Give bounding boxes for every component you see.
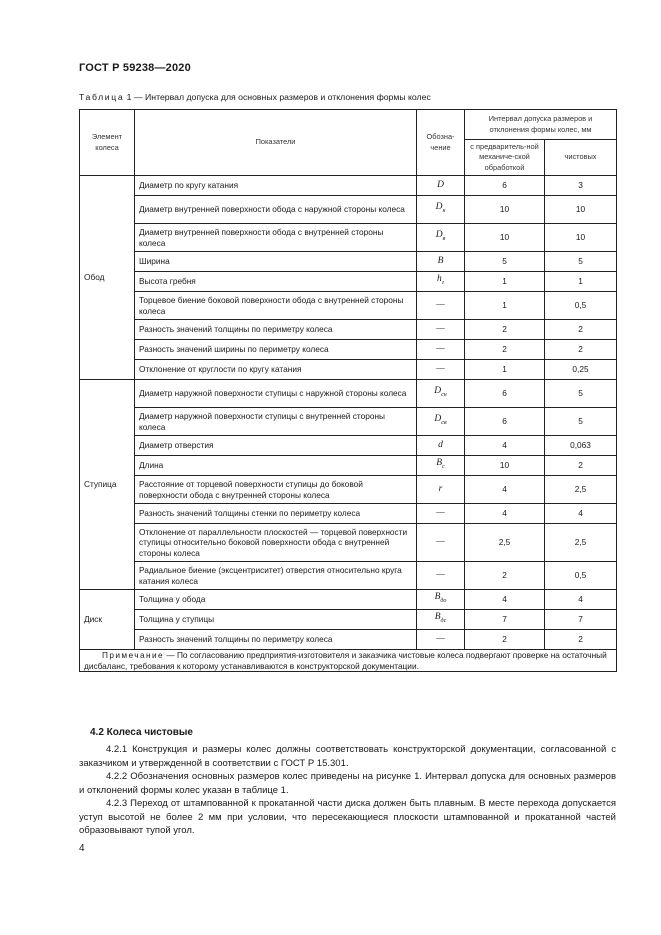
finish-value: 4 [545, 590, 617, 610]
designation-subscript: н [442, 208, 446, 215]
designation-cell [417, 436, 465, 456]
table-row [80, 176, 617, 196]
designation-symbol: — [436, 300, 445, 311]
designation-cell [417, 456, 465, 476]
finish-value: 0,25 [545, 360, 617, 380]
designation-symbol: — [436, 537, 445, 548]
finish-value: 5 [545, 252, 617, 272]
designation-subscript: с [442, 464, 445, 471]
designation-symbol: B [436, 458, 443, 469]
indicator-cell: Отклонение от круглости по кругу катания [135, 360, 417, 380]
finish-value: 10 [545, 224, 617, 252]
indicator-cell: Разность значений толщины стенки по периметру колеса [135, 504, 417, 524]
table-row [80, 408, 617, 436]
designation-symbol: h [436, 274, 442, 285]
finish-value: 1 [545, 272, 617, 292]
pre-machined-value: 6 [465, 176, 545, 196]
note-text: — По согласованию предприятия-изготовителя и заказчика чистовые колеса подвергают проверке на остаточный дисбаланс, требования к которому устанавливаются в конструкторской документации. [84, 650, 607, 671]
table-caption [79, 92, 431, 102]
indicator-cell: Толщина у ступицы [135, 610, 417, 630]
header-element: Элемент колеса [80, 110, 135, 176]
table-row [80, 436, 617, 456]
designation-symbol: — [436, 364, 445, 375]
table-row [80, 524, 617, 562]
table-row [80, 504, 617, 524]
finish-value: 2 [545, 630, 617, 650]
finish-value: 2,5 [545, 476, 617, 504]
finish-value: 2,5 [545, 524, 617, 562]
pre-machined-value: 2 [465, 340, 545, 360]
pre-machined-value: 2 [465, 320, 545, 340]
designation-symbol: — [436, 508, 445, 519]
pre-machined-value: 1 [465, 272, 545, 292]
table-row [80, 196, 617, 224]
designation-symbol: B [434, 592, 441, 603]
pre-machined-value: 1 [465, 292, 545, 320]
designation-cell [417, 272, 465, 292]
designation-cell [417, 590, 465, 610]
header-finish: чистовых [545, 140, 617, 176]
finish-value: 5 [545, 408, 617, 436]
designation-subscript: св [441, 420, 447, 427]
designation-symbol: — [436, 570, 445, 581]
document-code: ГОСТ Р 59238—2020 [79, 62, 191, 74]
table-row [80, 590, 617, 610]
table-row [80, 562, 617, 590]
designation-symbol: D [435, 230, 443, 241]
finish-value: 2 [545, 320, 617, 340]
pre-machined-value: 2 [465, 562, 545, 590]
indicator-cell: Диаметр внутренней поверхности обода с наружной стороны колеса [135, 196, 417, 224]
designation-symbol: B [437, 256, 444, 267]
indicator-cell: Толщина у обода [135, 590, 417, 610]
pre-machined-value: 1 [465, 360, 545, 380]
designation-cell [417, 610, 465, 630]
designation-cell [417, 504, 465, 524]
pre-machined-value: 7 [465, 610, 545, 630]
finish-value: 4 [545, 504, 617, 524]
pre-machined-value: 2,5 [465, 524, 545, 562]
pre-machined-value: 6 [465, 380, 545, 408]
indicator-cell: Отклонение от параллельности плоскостей — торцевой поверхности ступицы относительно боковой поверхности обода с внутренней стороны колеса [135, 524, 417, 562]
page-number: 4 [79, 843, 85, 854]
table-row [80, 476, 617, 504]
table-row [80, 380, 617, 408]
designation-symbol: D [434, 414, 442, 425]
header-designation: Обозна-чение [417, 110, 465, 176]
table-row [80, 456, 617, 476]
table-row [80, 252, 617, 272]
header-indicators: Показатели [135, 110, 417, 176]
header-pre-machined: с предваритель-ной механиче-ской обработкой [465, 140, 545, 176]
indicator-cell: Разность значений толщины по периметру колеса [135, 320, 417, 340]
designation-subscript: сн [441, 392, 447, 399]
table-row [80, 272, 617, 292]
table-row [80, 340, 617, 360]
table-row [80, 320, 617, 340]
table-caption-text: 1 — Интервал допуска для основных размеров и отклонения формы колес [124, 92, 431, 102]
designation-subscript: дс [440, 618, 447, 625]
indicator-cell: Диаметр наружной поверхности ступицы с внутренней стороны колеса [135, 408, 417, 436]
designation-cell [417, 196, 465, 224]
designation-cell [417, 320, 465, 340]
paragraph-4-2-3: 4.2.3 Переход от штампованной к прокатанной части диска должен быть плавным. В месте перехода допускается уступ высотой не более 2 мм при условии, что пересекающиеся плоскости штампованной и прокатанной частей образовывают тупой угол. [79, 798, 616, 836]
table-row [80, 630, 617, 650]
designation-cell [417, 476, 465, 504]
indicator-cell: Торцевое биение боковой поверхности обода с внутренней стороны колеса [135, 292, 417, 320]
finish-value: 0,063 [545, 436, 617, 456]
designation-cell [417, 224, 465, 252]
pre-machined-value: 4 [465, 476, 545, 504]
note-row [80, 650, 617, 672]
paragraph-4-2-1: 4.2.1 Конструкция и размеры колес должны соответствовать конструкторской документации, согласованной с заказчиком и утвержденной в соответствии с ГОСТ Р 15.301. [79, 744, 616, 769]
designation-symbol: — [436, 324, 445, 335]
pre-machined-value: 6 [465, 408, 545, 436]
pre-machined-value: 10 [465, 196, 545, 224]
finish-value: 0,5 [545, 292, 617, 320]
designation-symbol: d [438, 440, 443, 451]
indicator-cell: Разность значений толщины по периметру колеса [135, 630, 417, 650]
indicator-cell: Разность значений ширины по периметру колеса [135, 340, 417, 360]
table-row [80, 224, 617, 252]
designation-cell [417, 252, 465, 272]
designation-symbol: — [436, 634, 445, 645]
element-cell: Диск [80, 590, 135, 650]
header-interval: Интервал допуска размеров и отклонения формы колес, мм [465, 110, 617, 140]
pre-machined-value: 2 [465, 630, 545, 650]
tolerance-table [79, 109, 617, 672]
finish-value: 0,5 [545, 562, 617, 590]
designation-cell [417, 380, 465, 408]
section-title: 4.2 Колеса чистовые [90, 727, 193, 738]
designation-subscript: до [440, 598, 447, 605]
designation-cell [417, 524, 465, 562]
indicator-cell: Диаметр по кругу катания [135, 176, 417, 196]
designation-cell [417, 292, 465, 320]
table-caption-label: Таблица [79, 92, 125, 102]
indicator-cell: Длина [135, 456, 417, 476]
element-cell: Ступица [80, 380, 135, 590]
designation-subscript: г [441, 280, 445, 287]
indicator-cell: Радиальное биение (эксцентриситет) отверстия относительно круга катания колеса [135, 562, 417, 590]
table-row [80, 360, 617, 380]
indicator-cell: Ширина [135, 252, 417, 272]
finish-value: 2 [545, 456, 617, 476]
header-row [80, 110, 617, 140]
note-label: Примечание [102, 650, 165, 660]
designation-cell [417, 562, 465, 590]
indicator-cell: Диаметр внутренней поверхности обода с внутренней стороны колеса [135, 224, 417, 252]
indicator-cell: Диаметр отверстия [135, 436, 417, 456]
designation-cell [417, 340, 465, 360]
designation-cell [417, 630, 465, 650]
designation-symbol: — [436, 344, 445, 355]
pre-machined-value: 4 [465, 504, 545, 524]
indicator-cell: Расстояние от торцевой поверхности ступицы до боковой поверхности обода с внутренней стороны колеса [135, 476, 417, 504]
designation-cell [417, 176, 465, 196]
indicator-cell: Диаметр наружной поверхности ступицы с наружной стороны колеса [135, 380, 417, 408]
table-row [80, 610, 617, 630]
table-row [80, 292, 617, 320]
finish-value: 10 [545, 196, 617, 224]
designation-symbol: D [434, 386, 442, 397]
designation-symbol: D [437, 180, 444, 191]
pre-machined-value: 4 [465, 590, 545, 610]
indicator-cell: Высота гребня [135, 272, 417, 292]
designation-cell [417, 360, 465, 380]
designation-symbol: B [434, 612, 441, 623]
element-cell: Обод [80, 176, 135, 380]
paragraph-4-2-2: 4.2.2 Обозначения основных размеров колес приведены на рисунке 1. Интервал допуска для основных размеров и отклонений формы колес указан в таблице 1. [79, 771, 616, 796]
designation-subscript: в [442, 236, 446, 243]
designation-cell [417, 408, 465, 436]
finish-value: 2 [545, 340, 617, 360]
table-note [80, 650, 617, 672]
finish-value: 5 [545, 380, 617, 408]
pre-machined-value: 10 [465, 456, 545, 476]
pre-machined-value: 5 [465, 252, 545, 272]
designation-symbol: r [438, 484, 443, 495]
finish-value: 3 [545, 176, 617, 196]
finish-value: 7 [545, 610, 617, 630]
pre-machined-value: 4 [465, 436, 545, 456]
pre-machined-value: 10 [465, 224, 545, 252]
designation-symbol: D [435, 202, 443, 213]
